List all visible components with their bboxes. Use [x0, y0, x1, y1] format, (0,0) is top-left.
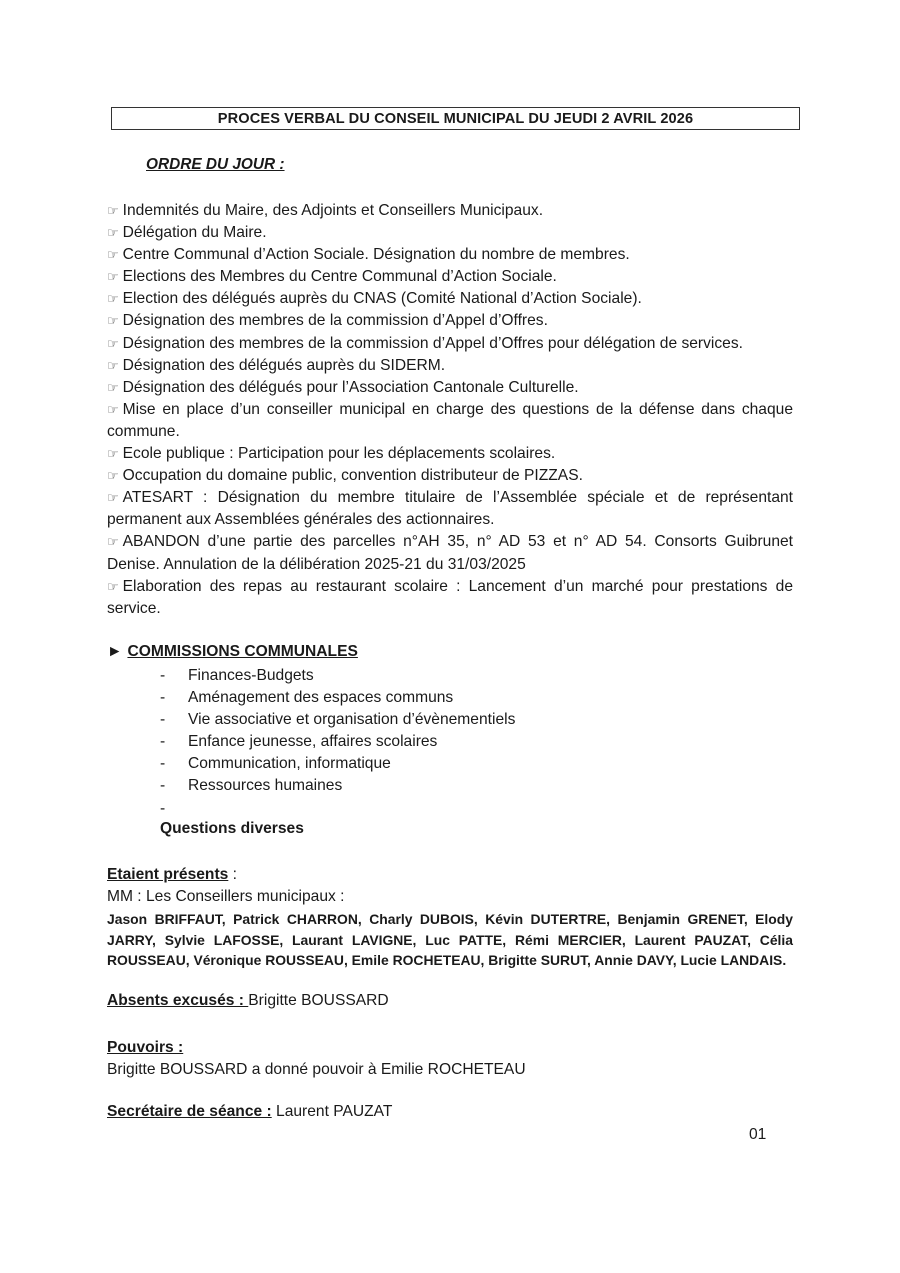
questions-diverses: Questions diverses [160, 820, 304, 837]
agenda-item: ☞ Centre Communal d’Action Sociale. Désignation du nombre de membres. [107, 246, 630, 264]
proxies-heading: Pouvoirs : [107, 1039, 184, 1056]
agenda-item: ☞ Désignation des membres de la commission d’Appel d’Offres pour délégation de services. [107, 334, 743, 352]
list-item: - Communication, informatique [160, 755, 391, 773]
agenda-item: ☞ Elections des Membres du Centre Communal d’Action Sociale. [107, 268, 557, 286]
pointing-hand-icon: ☞ [107, 203, 119, 218]
list-item: - Ressources humaines [160, 777, 343, 795]
proxies-section [107, 1037, 526, 1081]
pointing-hand-icon: ☞ [107, 401, 119, 417]
agenda-item: ☞ Indemnités du Maire, des Adjoints et Conseillers Municipaux. [107, 202, 544, 219]
attendee-names: Jason BRIFFAUT, Patrick CHARRON, Charly DUBOIS, Kévin DUTERTRE, Benjamin GRENET, Elody JARRY, Sylvie LAFOSSE, Laurant LAVIGNE, Luc PATTE, Rémi MERCIER, Laurent PAUZAT, Célia ROUSSEAU, Véronique ROUSSEAU, Emile ROCHETEAU, Brigitte SURUT, Annie DAVY, Lucie LANDAIS. [107, 911, 793, 968]
list-item: - Enfance jeunesse, affaires scolaires [160, 733, 438, 751]
commissions-label: COMMISSIONS COMMUNALES [127, 643, 358, 660]
commissions-list [160, 665, 515, 820]
list-item: - Vie associative et organisation d’évènementiels [160, 711, 516, 729]
triangle-arrow-icon: ► [107, 643, 123, 660]
document-title: PROCES VERBAL DU CONSEIL MUNICIPAL DU JEUDI 2 AVRIL 2026 [111, 107, 800, 130]
attendance-section [107, 864, 793, 971]
pointing-hand-icon: ☞ [107, 578, 119, 594]
agenda-item: ☞ Désignation des délégués auprès du SIDERM. [107, 356, 446, 374]
attendance-intro: MM : Les Conseillers municipaux : [107, 888, 345, 905]
pointing-hand-icon: ☞ [107, 379, 119, 395]
agenda-item: ☞ Election des délégués auprès du CNAS (Comité National d’Action Sociale). [107, 290, 642, 308]
agenda-item: ☞ ATESART : Désignation du membre titulaire de l’Assemblée spéciale et de représentant permanent aux Assemblées générales des actionnaires. [107, 489, 793, 529]
agenda-item: ☞ Elaboration des repas au restaurant scolaire : Lancement d’un marché pour prestations de service. [107, 577, 793, 617]
pointing-hand-icon: ☞ [107, 247, 119, 263]
attendance-heading: Etaient présents : [107, 866, 237, 883]
agenda-item: ☞ Occupation du domaine public, convention distributeur de PIZZAS. [107, 467, 583, 485]
pointing-hand-icon: ☞ [107, 446, 119, 462]
agenda-heading: ORDRE DU JOUR : [146, 156, 285, 173]
secretary-line: Secrétaire de séance : Laurent PAUZAT [107, 1103, 393, 1120]
pointing-hand-icon: ☞ [107, 534, 119, 550]
list-item: - [160, 799, 166, 817]
pointing-hand-icon: ☞ [107, 225, 119, 241]
list-item: - Aménagement des espaces communs [160, 689, 454, 707]
agenda-item: ☞ Désignation des délégués pour l’Association Cantonale Culturelle. [107, 378, 579, 396]
pointing-hand-icon: ☞ [107, 313, 119, 329]
proxies-value: Brigitte BOUSSARD a donné pouvoir à Emilie ROCHETEAU [107, 1061, 526, 1078]
agenda-item: ☞ Mise en place d’un conseiller municipal en charge des questions de la défense dans chaque commune. [107, 400, 793, 440]
pointing-hand-icon: ☞ [107, 357, 119, 373]
agenda-item: ☞ Désignation des membres de la commission d’Appel d’Offres. [107, 312, 548, 330]
pointing-hand-icon: ☞ [107, 490, 119, 506]
pointing-hand-icon: ☞ [107, 335, 119, 351]
absents-line: Absents excusés : Brigitte BOUSSARD [107, 992, 389, 1009]
list-item: - Finances-Budgets [160, 667, 314, 684]
agenda-list [107, 200, 793, 620]
pointing-hand-icon: ☞ [107, 291, 119, 307]
agenda-item: ☞ Ecole publique : Participation pour les déplacements scolaires. [107, 445, 556, 463]
pointing-hand-icon: ☞ [107, 269, 119, 285]
agenda-item: ☞ ABANDON d’une partie des parcelles n°AH 35, n° AD 53 et n° AD 54. Consorts Guibrunet Denise. Annulation de la délibération 2025-21 du 31/03/2025 [107, 533, 793, 573]
page-number: 01 [749, 1126, 767, 1143]
pointing-hand-icon: ☞ [107, 468, 119, 484]
commissions-heading [107, 643, 358, 661]
agenda-item: ☞ Délégation du Maire. [107, 224, 267, 242]
